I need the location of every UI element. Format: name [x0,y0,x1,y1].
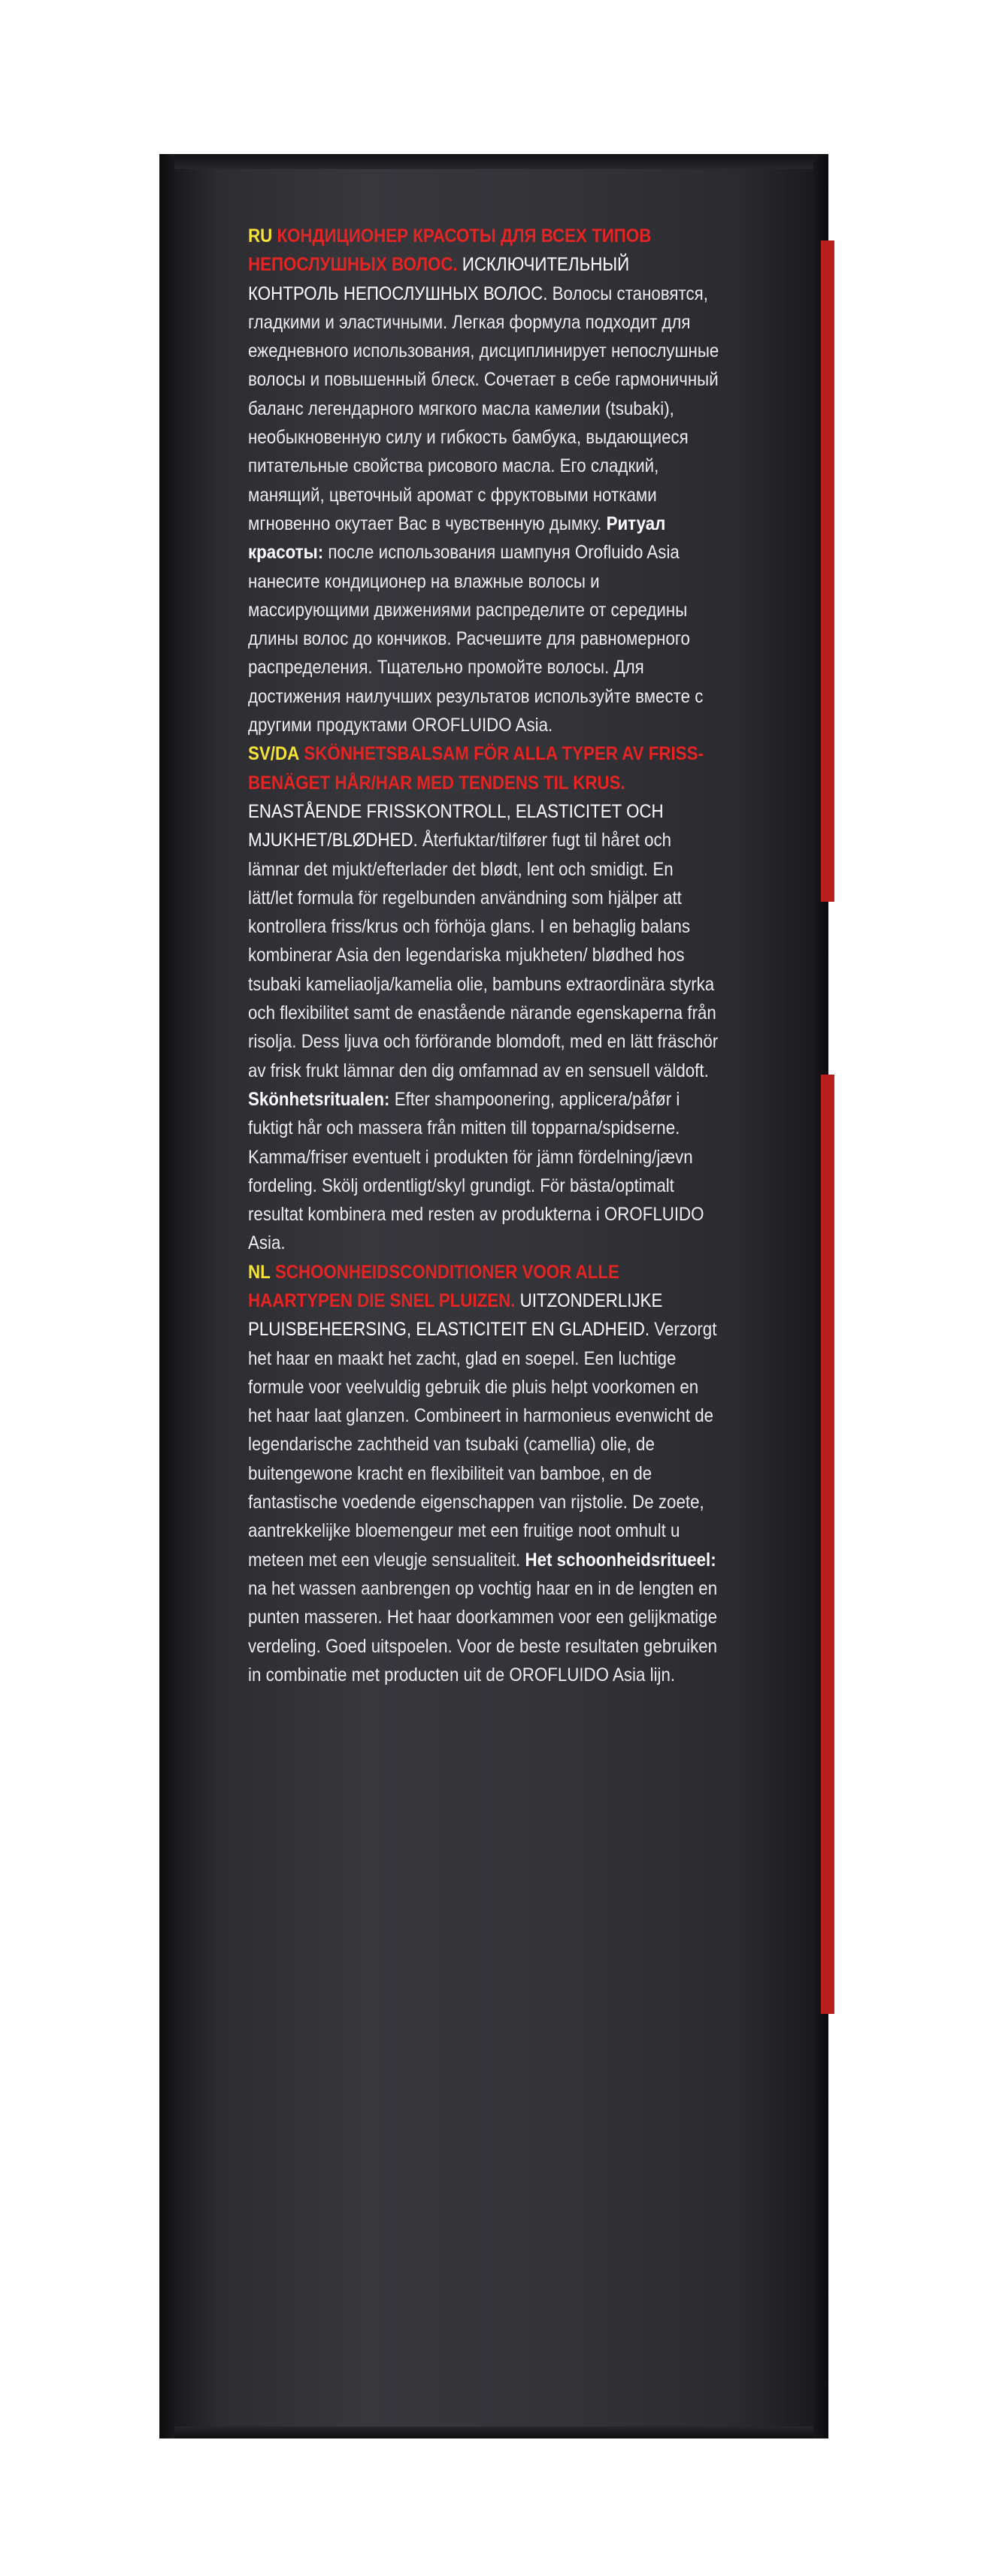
ritual-label-ru: Ритуал красоты: [248,513,666,564]
body-nl: Verzorgt het haar en maakt het zacht, glad en soepel. Een luchtige formule voor veelvuldig gebruik die pluis helpt voorkomen en het haar laat glanzen. Combineert in harmonieus evenwicht de legendarische zachtheid van tsubaki (camellia) olie, de buitengewone kracht en flexibiliteit van bamboe, en de fantastische voedende eigenschappen van rijstolie. De zoete, aantrekkelijke bloemengeur met een fruitige noot omhult u meteen met een vleugje sensualiteit. [248,1320,717,1571]
ritual-sv-da: Efter shampoonering, applicera/påfør i fuktigt hår och massera från mitten till topparna/spidserne. Kamma/friser eventuelt i produkten för jämn fördelning/jævn fordeling. Skölj ordentligt/skyl grundigt. För bästa/optimalt resultat kombinera med resten av produkterna i OROFLUIDO Asia. [248,1089,704,1254]
ritual-nl: na het wassen aanbrengen op vochtig haar en in de lengten en punten masseren. Het haar doorkammen voor een gelijkmatige verdeling. Goed uitspoelen. Voor de beste resultaten gebruiken in combinatie met producten uit de OROFLUIDO Asia lijn. [248,1578,718,1686]
section-sv-da [248,740,722,1258]
section-ru [248,222,722,740]
ritual-label-nl: Het schoonheidsritueel: [525,1550,716,1571]
red-side-stripe-lower [821,1075,834,2014]
heading-sv-da: SKÖNHETSBALSAM FÖR ALLA TYPER AV FRISS-BENÄGET HÅR/HAR MED TENDENS TIL KRUS. [248,744,704,794]
claim-ru: ИСКЛЮЧИТЕЛЬНЫЙ КОНТРОЛЬ НЕПОСЛУШНЫХ ВОЛОС. [248,255,630,304]
section-nl [248,1259,722,1690]
ritual-ru: после использования шампуня Orofluido Asia нанесите кондиционер на влажные волосы и массирующими движениями распределите от середины длины волос до кончиков. Расчешите для равномерного распределения. Тщательно промойте волосы. Для достижения наилучших результатов используйте вместе с другими продуктами OROFLUIDO Asia. [248,543,704,736]
language-code-sv-da: SV/DA [248,744,300,765]
language-code-nl: NL [248,1262,271,1283]
product-description [248,222,722,1690]
claim-nl: UITZONDERLIJKE PLUISBEHEERSING, ELASTICITEIT EN GLADHEID. [248,1290,663,1341]
body-sv-da: Återfuktar/tilfører fugt til håret och lämnar det mjukt/efterlader det blødt, lent och smidigt. En lätt/let formula för regelbunden användning som hjälper att kontrollera friss/krus och förhöja glans. I en behaglig balans kombinerar Asia den legendariska mjukheten/ blødhed hos tsubaki kameliaolja/kamelia olie, bambuns extraordinära styrka och flexibilitet samt de enastående närande egenskaperna från risolja. Dess ljuva och förförande blomdoft, med en lätt fräschör av frisk frukt lämnar den dig omfamnad av en sensuell väldoft. [248,830,719,1081]
ritual-label-sv-da: Skönhetsritualen: [248,1089,390,1110]
language-code-ru: RU [248,226,273,246]
red-side-stripe [821,240,834,902]
body-ru: Волосы становятся, гладкими и эластичными. Легкая формула подходит для ежедневного использования, дисциплинирует непослушные волосы и повышенный блеск. Сочетает в себе гармоничный баланс легендарного мягкого масла камелии (tsubaki), необыкновенную силу и гибкость бамбука, выдающиеся питательные свойства рисового масла. Его сладкий, манящий, цветочный аромат с фруктовыми нотками мгновенно окутает Вас в чувственную дымку. [248,283,719,534]
heading-ru: КОНДИЦИОНЕР КРАСОТЫ ДЛЯ ВСЕХ ТИПОВ НЕПОСЛУШНЫХ ВОЛОС. [248,226,652,276]
heading-nl: SCHOONHEIDSCONDITIONER VOOR ALLE HAARTYPEN DIE SNEL PLUIZEN. [248,1262,619,1311]
claim-sv-da: ENASTÅENDE FRISSKONTROLL, ELASTICITET OCH MJUKHET/BLØDHED. [248,801,664,851]
